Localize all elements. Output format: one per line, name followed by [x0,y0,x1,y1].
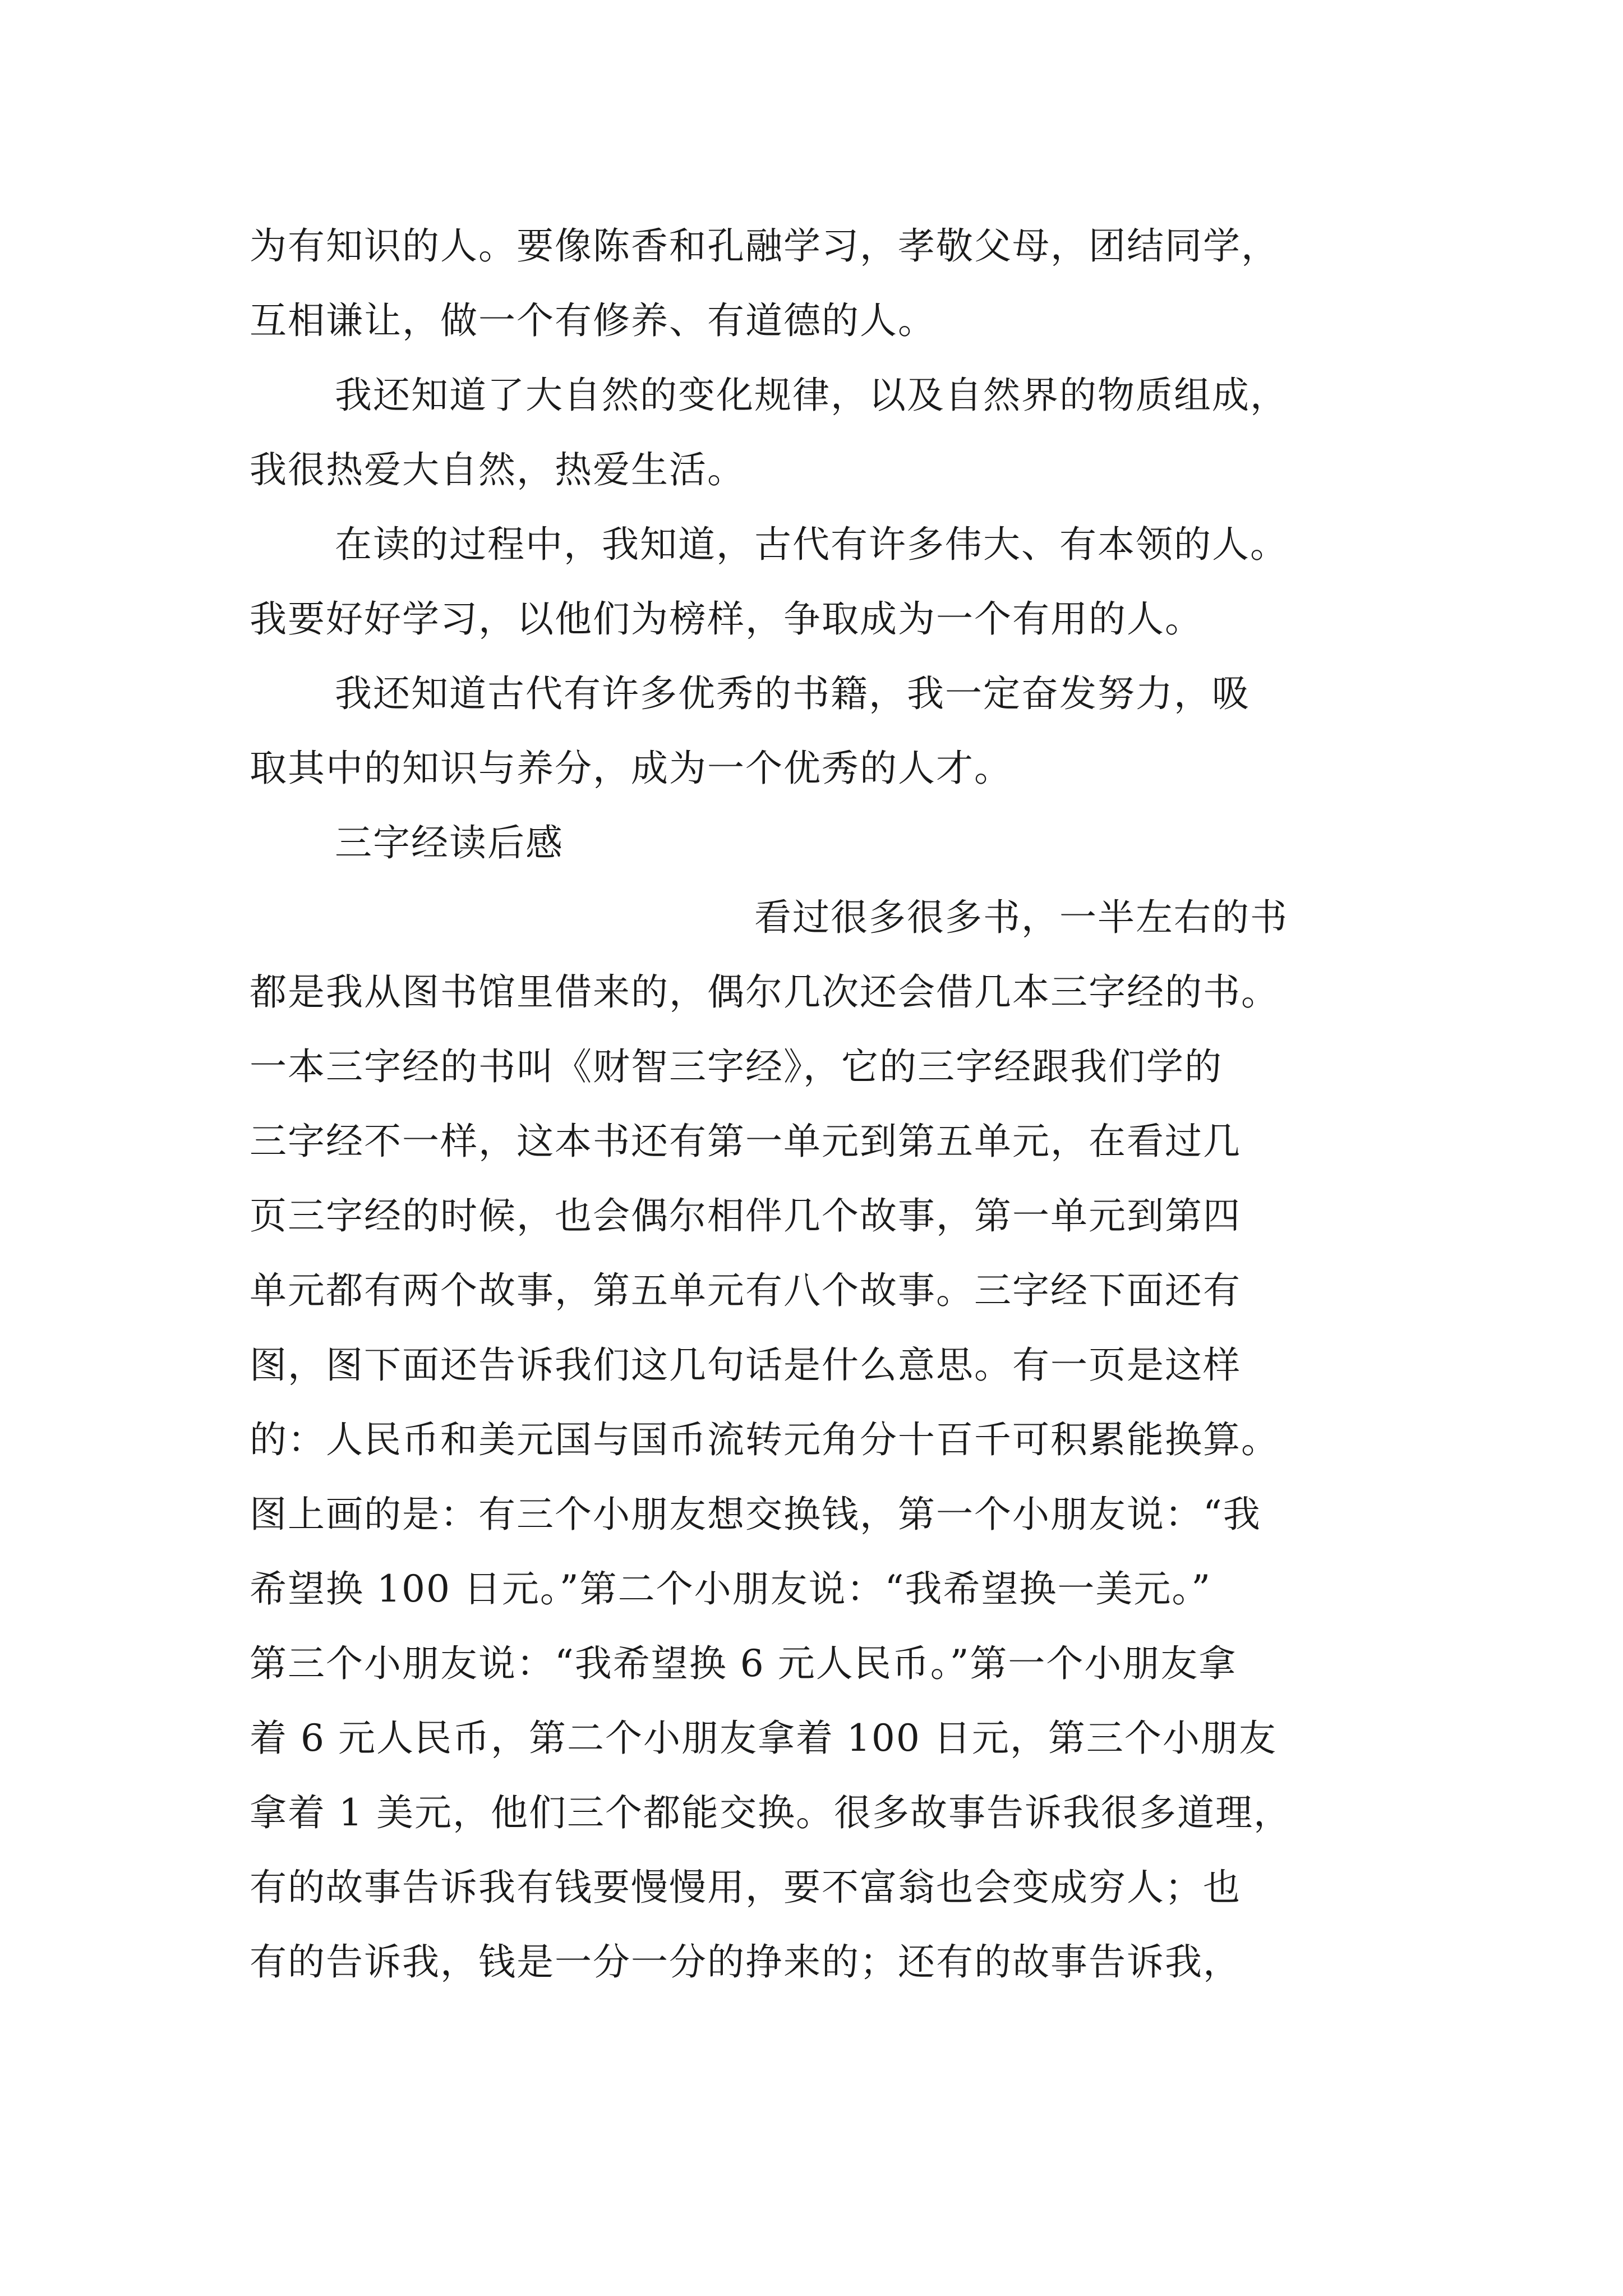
text-line: 一本三字经的书叫《财智三字经》，它的三字经跟我们学的 [250,1045,1223,1088]
text-line: 我要好好学习，以他们为榜样，争取成为一个有用的人。 [250,597,1203,641]
text-line: 图，图下面还告诉我们这几句话是什么意思。有一页是这样 [250,1343,1241,1387]
text-line: 拿着 1 美元，他们三个都能交换。很多故事告诉我很多道理， [250,1791,1292,1834]
text-line: 单元都有两个故事，第五单元有八个故事。三字经下面还有 [250,1269,1241,1312]
text-line: 三字经不一样，这本书还有第一单元到第五单元，在看过几 [250,1120,1241,1163]
text-line: 着 6 元人民币，第二个小朋友拿着 100 日元，第三个小朋友 [250,1717,1277,1760]
text-line: 页三字经的时候，也会偶尔相伴几个故事，第一单元到第四 [250,1194,1241,1237]
paragraph-start-line: 在读的过程中，我知道，古代有许多伟大、有本领的人。 [335,523,1288,566]
text-line: 为有知识的人。要像陈香和孔融学习，孝敬父母，团结同学， [250,224,1279,268]
text-line: 希望换 100 日元。”第二个小朋友说：“我希望换一美元。” [250,1567,1212,1611]
paragraph-start-line: 我还知道了大自然的变化规律，以及自然界的物质组成， [335,374,1288,417]
text-line: 我很热爱大自然，热爱生活。 [250,448,745,491]
text-line: 都是我从图书馆里借来的，偶尔几次还会借几本三字经的书。 [250,970,1279,1014]
text-line: 图上画的是：有三个小朋友想交换钱，第一个小朋友说：“我 [250,1493,1261,1536]
body-text [250,209,1450,1999]
text-line: 互相谦让，做一个有修养、有道德的人。 [250,299,936,342]
text-line: 有的告诉我，钱是一分一分的挣来的；还有的故事告诉我， [250,1940,1241,1984]
paragraph-start-line: 我还知道古代有许多优秀的书籍，我一定奋发努力，吸 [335,672,1250,715]
text-line: 的：人民币和美元国与国币流转元角分十百千可积累能换算。 [250,1418,1279,1461]
section-heading: 三字经读后感 [335,821,564,864]
text-line: 第三个小朋友说：“我希望换 6 元人民币。”第一个小朋友拿 [250,1642,1237,1685]
text-line: 有的故事告诉我有钱要慢慢用，要不富翁也会变成穷人；也 [250,1866,1241,1909]
paragraph-start-line: 看过很多很多书，一半左右的书 [754,896,1288,939]
text-line: 取其中的知识与养分，成为一个优秀的人才。 [250,747,1012,790]
